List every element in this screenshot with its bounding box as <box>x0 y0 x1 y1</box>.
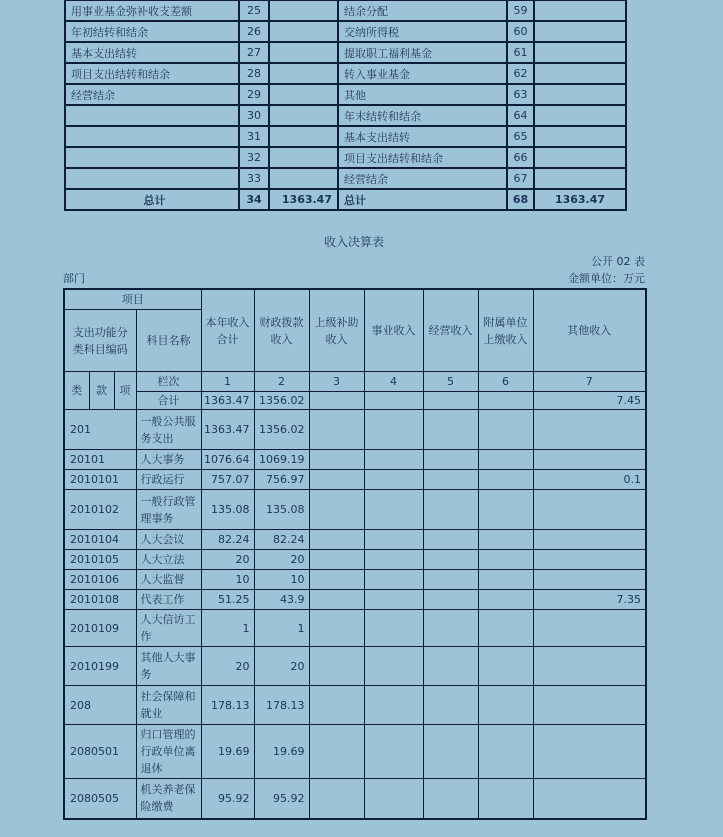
row-label: 年末结转和结余 <box>338 105 507 126</box>
amount-cell <box>423 550 478 570</box>
amount-cell <box>478 550 533 570</box>
subject-header: 科目名称 <box>136 310 201 372</box>
subject-cell: 其他人大事务 <box>136 647 201 686</box>
line-number: 28 <box>239 63 269 84</box>
amount-cell: 82.24 <box>254 530 309 550</box>
amount-cell <box>364 470 423 490</box>
line-number: 67 <box>507 168 534 189</box>
subject-cell: 一般公共服务支出 <box>136 410 201 450</box>
amount-cell <box>533 570 646 590</box>
table-row <box>65 63 626 84</box>
amount-cell <box>478 686 533 725</box>
code-cell: 2080505 <box>64 779 136 819</box>
total-row-label: 合计 <box>136 392 201 410</box>
amount-cell <box>423 570 478 590</box>
table-row <box>64 530 646 550</box>
code-cell: 2010104 <box>64 530 136 550</box>
amount-cell: 20 <box>201 647 254 686</box>
amount-cell <box>269 42 338 63</box>
amount-cell: 20 <box>254 647 309 686</box>
code-cell: 2010102 <box>64 490 136 530</box>
amount-cell <box>309 392 364 410</box>
amount-cell <box>533 779 646 819</box>
line-number: 59 <box>507 0 534 21</box>
total-amount: 1363.47 <box>269 189 338 210</box>
amount-cell <box>309 530 364 550</box>
amount-cell <box>423 686 478 725</box>
subject-cell: 一般行政管理事务 <box>136 490 201 530</box>
code-cell: 201 <box>64 410 136 450</box>
code-cell: 2010109 <box>64 610 136 647</box>
amount-cell <box>364 550 423 570</box>
amount-cell <box>364 490 423 530</box>
column-number: 3 <box>309 372 364 392</box>
table-row <box>65 168 626 189</box>
amount-cell <box>423 725 478 779</box>
row-label: 其他 <box>338 84 507 105</box>
amount-cell <box>478 392 533 410</box>
amount-cell <box>309 686 364 725</box>
header-row-colnums <box>64 372 646 392</box>
amount-cell: 1 <box>254 610 309 647</box>
amount-cell <box>364 410 423 450</box>
amount-cell <box>533 530 646 550</box>
amount-cell: 756.97 <box>254 470 309 490</box>
total-label: 总计 <box>338 189 507 210</box>
table-row <box>64 410 646 450</box>
table-row <box>64 686 646 725</box>
item-header: 项 <box>114 372 136 410</box>
amount-cell: 1363.47 <box>201 410 254 450</box>
amount-cell <box>364 392 423 410</box>
department-label: 部门 <box>63 272 85 285</box>
amount-cell: 20 <box>201 550 254 570</box>
row-label: 交纳所得税 <box>338 21 507 42</box>
line-number: 68 <box>507 189 534 210</box>
line-number: 27 <box>239 42 269 63</box>
amount-cell <box>309 550 364 570</box>
code-cell: 2010101 <box>64 470 136 490</box>
amount-cell <box>534 168 626 189</box>
line-number: 34 <box>239 189 269 210</box>
column-header: 财政拨款收入 <box>254 289 309 372</box>
amount-cell: 1363.47 <box>201 392 254 410</box>
amount-cell: 135.08 <box>254 490 309 530</box>
line-number: 66 <box>507 147 534 168</box>
code-header: 支出功能分类科目编码 <box>64 310 136 372</box>
amount-cell <box>534 105 626 126</box>
line-number: 30 <box>239 105 269 126</box>
amount-cell: 1076.64 <box>201 450 254 470</box>
amount-cell <box>269 21 338 42</box>
amount-cell: 0.1 <box>533 470 646 490</box>
line-number: 29 <box>239 84 269 105</box>
amount-cell: 1069.19 <box>254 450 309 470</box>
row-label <box>65 168 239 189</box>
row-label: 用事业基金弥补收支差额 <box>65 0 239 21</box>
total-row <box>64 392 646 410</box>
line-number: 33 <box>239 168 269 189</box>
amount-cell <box>423 647 478 686</box>
amount-cell: 19.69 <box>254 725 309 779</box>
row-label: 基本支出结转 <box>338 126 507 147</box>
amount-cell: 10 <box>254 570 309 590</box>
table-row <box>65 147 626 168</box>
header-row-project <box>64 289 646 310</box>
table-row <box>65 0 626 21</box>
subject-cell: 人大会议 <box>136 530 201 550</box>
amount-cell: 95.92 <box>254 779 309 819</box>
amount-cell: 95.92 <box>201 779 254 819</box>
amount-cell <box>269 126 338 147</box>
amount-cell <box>364 570 423 590</box>
row-label: 项目支出结转和结余 <box>338 147 507 168</box>
table-row <box>64 647 646 686</box>
amount-cell <box>533 610 646 647</box>
amount-cell <box>478 779 533 819</box>
amount-cell <box>478 647 533 686</box>
amount-cell <box>269 84 338 105</box>
amount-cell <box>423 470 478 490</box>
line-number: 63 <box>507 84 534 105</box>
table-row-total <box>65 189 626 210</box>
amount-cell: 43.9 <box>254 590 309 610</box>
amount-cell <box>309 410 364 450</box>
column-number: 5 <box>423 372 478 392</box>
table-row <box>65 126 626 147</box>
column-header: 附属单位上缴收入 <box>478 289 533 372</box>
table-row <box>64 725 646 779</box>
amount-cell <box>309 647 364 686</box>
amount-cell <box>533 410 646 450</box>
amount-cell <box>364 530 423 550</box>
subject-cell: 归口管理的行政单位离退休 <box>136 725 201 779</box>
line-number: 32 <box>239 147 269 168</box>
project-header: 项目 <box>64 289 201 310</box>
row-label <box>65 147 239 168</box>
unit-label: 金额单位：万元 <box>568 272 645 285</box>
subject-cell: 社会保障和就业 <box>136 686 201 725</box>
column-number: 6 <box>478 372 533 392</box>
column-number: 1 <box>201 372 254 392</box>
amount-cell <box>309 470 364 490</box>
column-header: 事业收入 <box>364 289 423 372</box>
amount-cell: 20 <box>254 550 309 570</box>
table-row <box>64 779 646 819</box>
amount-cell <box>533 490 646 530</box>
amount-cell: 1356.02 <box>254 392 309 410</box>
amount-cell <box>423 610 478 647</box>
line-number: 61 <box>507 42 534 63</box>
table-row <box>64 450 646 470</box>
amount-cell <box>478 470 533 490</box>
column-number: 4 <box>364 372 423 392</box>
row-label <box>65 126 239 147</box>
amount-cell <box>534 126 626 147</box>
amount-cell <box>478 450 533 470</box>
amount-cell <box>423 410 478 450</box>
amount-cell <box>364 610 423 647</box>
amount-cell: 51.25 <box>201 590 254 610</box>
column-number: 7 <box>533 372 646 392</box>
table-row <box>64 590 646 610</box>
row-label <box>65 105 239 126</box>
amount-cell: 757.07 <box>201 470 254 490</box>
amount-cell <box>478 610 533 647</box>
amount-cell: 178.13 <box>201 686 254 725</box>
amount-cell <box>309 450 364 470</box>
amount-cell: 10 <box>201 570 254 590</box>
amount-cell <box>534 63 626 84</box>
amount-cell <box>478 490 533 530</box>
amount-cell <box>534 147 626 168</box>
amount-cell <box>533 725 646 779</box>
column-number: 2 <box>254 372 309 392</box>
amount-cell <box>269 0 338 21</box>
balance-summary-table <box>64 0 627 211</box>
amount-cell: 7.35 <box>533 590 646 610</box>
amount-cell <box>309 779 364 819</box>
code-cell: 2010105 <box>64 550 136 570</box>
row-label: 提取职工福利基金 <box>338 42 507 63</box>
amount-cell <box>309 725 364 779</box>
amount-cell: 1356.02 <box>254 410 309 450</box>
column-header: 上级补助收入 <box>309 289 364 372</box>
table-row <box>64 570 646 590</box>
amount-cell <box>269 105 338 126</box>
line-number: 60 <box>507 21 534 42</box>
amount-cell <box>534 42 626 63</box>
amount-cell: 82.24 <box>201 530 254 550</box>
subject-cell: 人大立法 <box>136 550 201 570</box>
row-label: 结余分配 <box>338 0 507 21</box>
amount-cell <box>423 450 478 470</box>
amount-cell <box>423 779 478 819</box>
row-label: 年初结转和结余 <box>65 21 239 42</box>
code-cell: 2010108 <box>64 590 136 610</box>
amount-cell: 7.45 <box>533 392 646 410</box>
code-cell: 2010106 <box>64 570 136 590</box>
row-label: 经营结余 <box>65 84 239 105</box>
income-statement-table <box>63 288 645 820</box>
subject-cell: 机关养老保险缴费 <box>136 779 201 819</box>
table-row <box>65 84 626 105</box>
amount-cell <box>423 530 478 550</box>
amount-cell <box>534 21 626 42</box>
column-row-label: 栏次 <box>136 372 201 392</box>
code-cell: 2010199 <box>64 647 136 686</box>
amount-cell <box>309 570 364 590</box>
amount-cell <box>533 686 646 725</box>
amount-cell <box>309 610 364 647</box>
table-row <box>64 550 646 570</box>
section-header: 款 <box>89 372 114 410</box>
table-row <box>65 21 626 42</box>
amount-cell <box>478 530 533 550</box>
amount-cell: 178.13 <box>254 686 309 725</box>
amount-cell <box>364 647 423 686</box>
code-cell: 208 <box>64 686 136 725</box>
class-header: 类 <box>64 372 89 410</box>
subject-cell: 人大信访工作 <box>136 610 201 647</box>
code-cell: 20101 <box>64 450 136 470</box>
amount-cell <box>269 147 338 168</box>
subject-cell: 行政运行 <box>136 470 201 490</box>
row-label: 转入事业基金 <box>338 63 507 84</box>
line-number: 26 <box>239 21 269 42</box>
column-header: 其他收入 <box>533 289 646 372</box>
column-header: 本年收入合计 <box>201 289 254 372</box>
amount-cell <box>364 590 423 610</box>
amount-cell: 19.69 <box>201 725 254 779</box>
amount-cell <box>534 0 626 21</box>
amount-cell <box>478 570 533 590</box>
total-label: 总计 <box>65 189 239 210</box>
total-amount: 1363.47 <box>534 189 626 210</box>
amount-cell <box>364 686 423 725</box>
table-row <box>65 42 626 63</box>
amount-cell <box>364 725 423 779</box>
amount-cell <box>534 84 626 105</box>
line-number: 31 <box>239 126 269 147</box>
line-number: 62 <box>507 63 534 84</box>
column-header: 经营收入 <box>423 289 478 372</box>
table-row <box>64 490 646 530</box>
amount-cell <box>533 450 646 470</box>
subject-cell: 人大事务 <box>136 450 201 470</box>
amount-cell <box>269 63 338 84</box>
amount-cell <box>423 392 478 410</box>
amount-cell <box>364 779 423 819</box>
amount-cell <box>533 647 646 686</box>
table-row <box>65 105 626 126</box>
subject-cell: 人大监督 <box>136 570 201 590</box>
line-number: 64 <box>507 105 534 126</box>
line-number: 25 <box>239 0 269 21</box>
code-cell: 2080501 <box>64 725 136 779</box>
line-number: 65 <box>507 126 534 147</box>
amount-cell <box>309 490 364 530</box>
row-label: 项目支出结转和结余 <box>65 63 239 84</box>
table-row <box>64 470 646 490</box>
amount-cell: 135.08 <box>201 490 254 530</box>
amount-cell <box>269 168 338 189</box>
page-title: 收入决算表 <box>323 235 384 249</box>
amount-cell: 1 <box>201 610 254 647</box>
amount-cell <box>478 590 533 610</box>
amount-cell <box>364 450 423 470</box>
amount-cell <box>478 410 533 450</box>
row-label: 基本支出结转 <box>65 42 239 63</box>
table-number: 公开 02 表 <box>591 255 645 268</box>
amount-cell <box>478 725 533 779</box>
amount-cell <box>533 550 646 570</box>
table-meta-row <box>63 272 645 286</box>
subject-cell: 代表工作 <box>136 590 201 610</box>
amount-cell <box>309 590 364 610</box>
amount-cell <box>423 490 478 530</box>
table-row <box>64 610 646 647</box>
amount-cell <box>423 590 478 610</box>
row-label: 经营结余 <box>338 168 507 189</box>
